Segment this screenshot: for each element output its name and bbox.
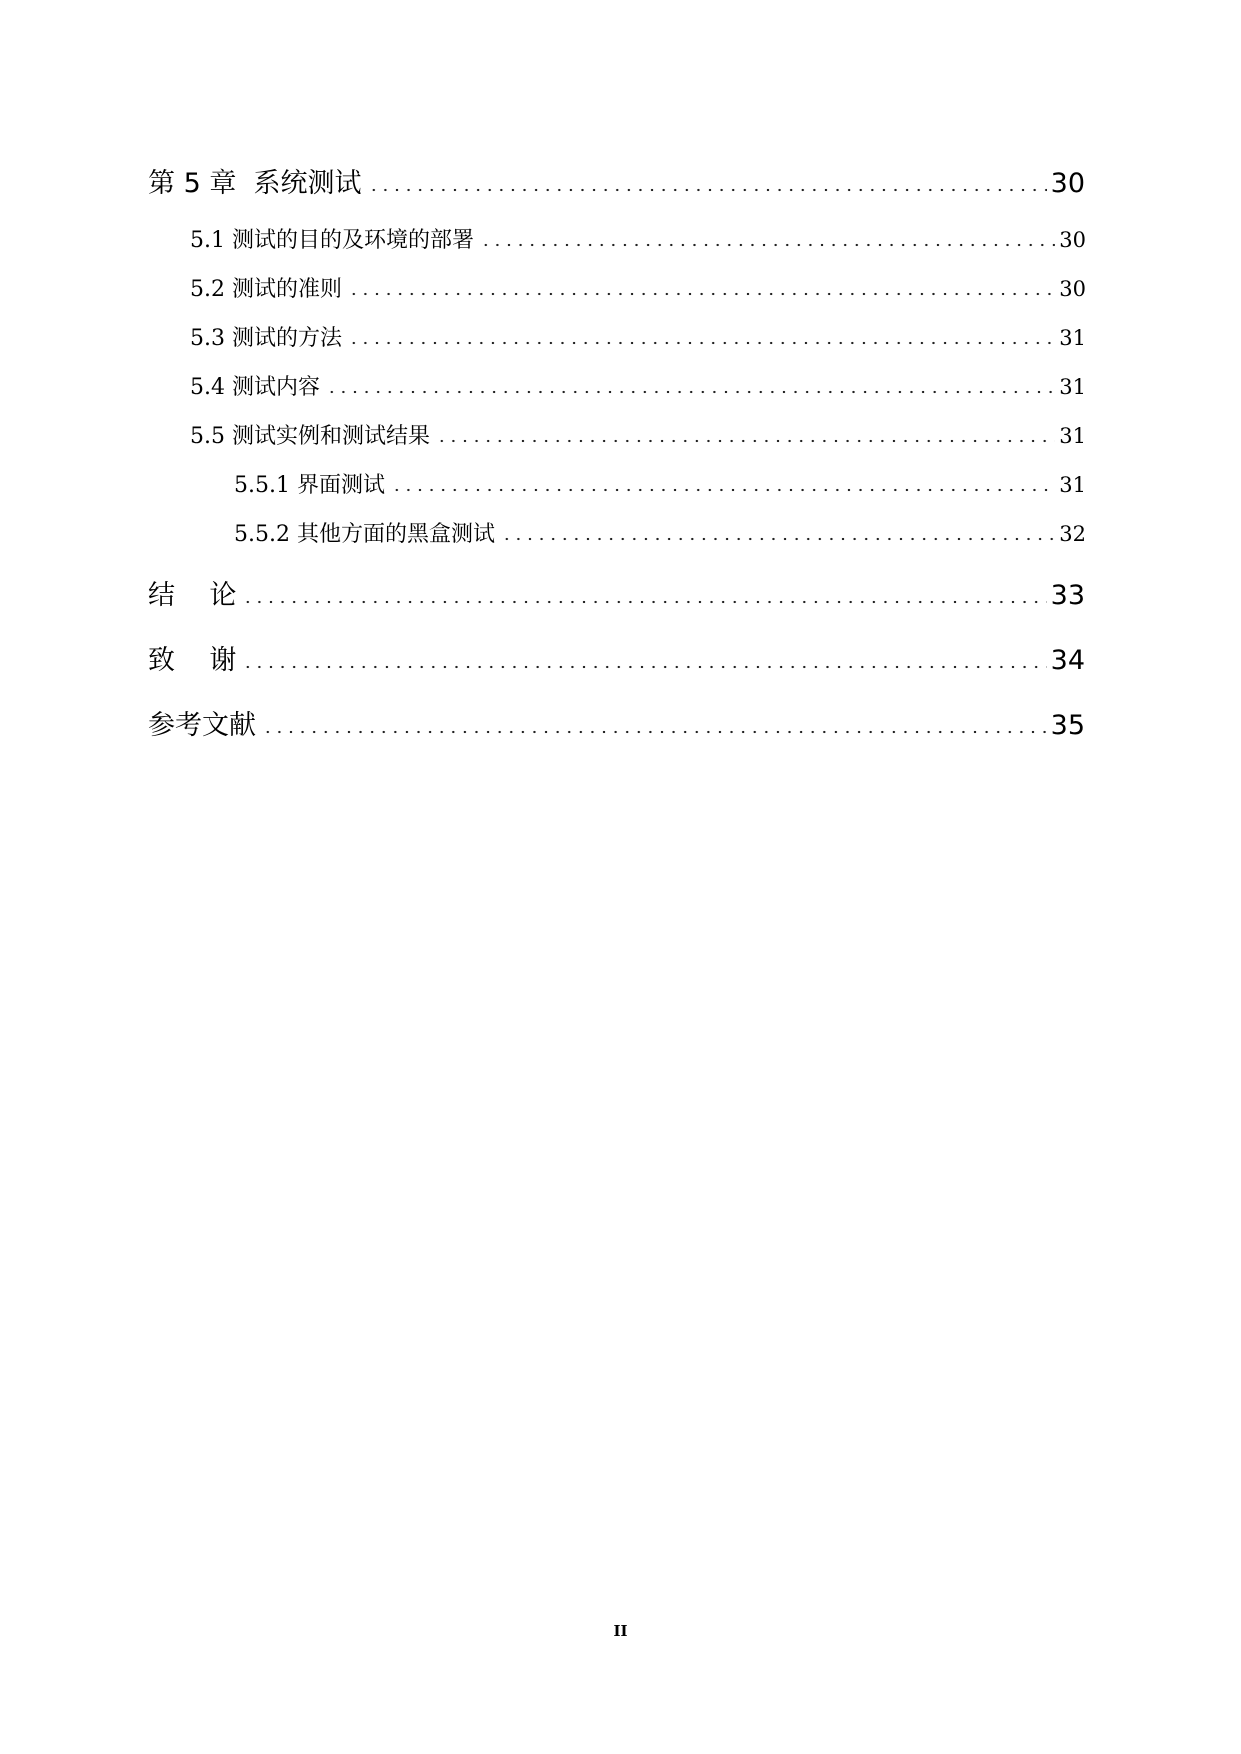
toc-entry-page-number: 35 (1050, 710, 1085, 741)
toc-entry-page-number: 30 (1059, 228, 1086, 252)
toc-entry-section-5-3[interactable] (190, 321, 1086, 352)
toc-entry-page-number: 31 (1059, 424, 1086, 448)
toc-entry-chapter-5[interactable] (148, 161, 1085, 200)
toc-entry-label: 5.5.1 界面测试 (234, 473, 385, 498)
toc-entry-page-number: 30 (1059, 277, 1086, 301)
dot-leader (391, 472, 1055, 492)
toc-entry-label: 5.4 测试内容 (190, 375, 320, 400)
toc-entry-subsection-5-5-1[interactable] (234, 468, 1086, 499)
toc-entry-acknowledgements[interactable] (148, 638, 1085, 677)
page-number-footer: II (613, 1622, 628, 1640)
toc-entry-page-number: 31 (1059, 326, 1086, 350)
dot-leader (368, 168, 1047, 192)
dot-leader (326, 374, 1055, 394)
toc-entry-label: 5.2 测试的准则 (190, 277, 342, 302)
toc-entry-label: 5.5 测试实例和测试结果 (190, 424, 430, 449)
toc-entry-section-5-4[interactable] (190, 370, 1086, 401)
toc-entry-conclusion[interactable] (148, 573, 1085, 612)
toc-entry-references[interactable] (148, 703, 1085, 742)
toc-entry-subsection-5-5-2[interactable] (234, 517, 1086, 548)
toc-entry-page-number: 31 (1059, 375, 1086, 399)
toc-entry-label: 第 5 章 系统测试 (148, 168, 362, 199)
toc-entry-section-5-2[interactable] (190, 272, 1086, 303)
dot-leader (501, 521, 1055, 541)
toc-entry-page-number: 33 (1050, 580, 1085, 611)
toc-entry-page-number: 30 (1050, 168, 1085, 199)
dot-leader (348, 325, 1055, 345)
toc-entry-page-number: 34 (1050, 645, 1085, 676)
toc-entry-page-number: 31 (1059, 473, 1086, 497)
toc-entry-label: 致 谢 (148, 645, 237, 676)
toc-entry-label: 5.1 测试的目的及环境的部署 (190, 228, 474, 253)
toc-entry-section-5-1[interactable] (190, 223, 1086, 254)
toc-entry-label: 参考文献 (148, 710, 256, 741)
toc-entry-label: 5.5.2 其他方面的黑盒测试 (234, 522, 495, 547)
dot-leader (480, 227, 1055, 247)
dot-leader (242, 645, 1046, 669)
toc-entry-page-number: 32 (1059, 522, 1086, 546)
dot-leader (242, 580, 1046, 604)
dot-leader (348, 276, 1055, 296)
toc-entry-label: 结 论 (148, 580, 237, 611)
toc-entry-section-5-5[interactable] (190, 419, 1086, 450)
dot-leader (436, 423, 1055, 443)
dot-leader (262, 710, 1047, 734)
toc-entry-label: 5.3 测试的方法 (190, 326, 342, 351)
